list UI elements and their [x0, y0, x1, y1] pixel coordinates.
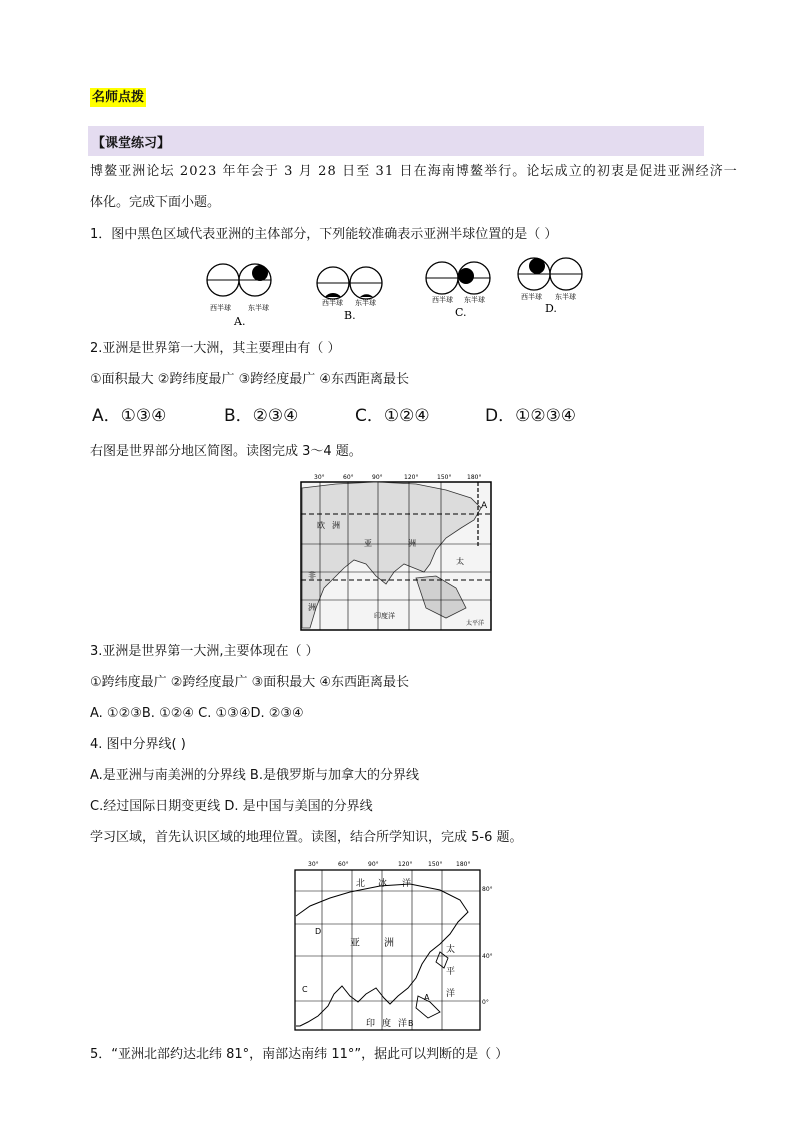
- svg-text:B: B: [408, 1019, 414, 1028]
- svg-text:180°: 180°: [456, 861, 471, 868]
- svg-text:洋: 洋: [446, 989, 456, 999]
- svg-text:D: D: [315, 927, 322, 936]
- q2-option-b: B．②③④: [224, 406, 299, 426]
- svg-text:太平洋: 太平洋: [466, 620, 485, 627]
- hemisphere-option-b: [317, 267, 382, 322]
- svg-text:洋: 洋: [398, 1019, 408, 1029]
- svg-text:150°: 150°: [428, 861, 443, 868]
- svg-text:北: 北: [356, 879, 366, 889]
- svg-text:冰: 冰: [378, 879, 388, 889]
- hemisphere-option-c: [426, 262, 490, 319]
- question-4: 4. 图中分界线( ): [90, 737, 186, 752]
- svg-text:欧: 欧: [317, 521, 325, 530]
- svg-text:洲: 洲: [308, 603, 316, 612]
- lon-label: 60°: [343, 474, 354, 481]
- west-label: 西半球: [322, 299, 343, 307]
- svg-text:度: 度: [382, 1019, 392, 1029]
- question-2: 2.亚洲是世界第一大洲，其主要理由有（ ）: [90, 341, 341, 356]
- svg-text:洲: 洲: [332, 521, 340, 530]
- intro-line-1: 博鳌亚洲论坛 2023 年年会于 3 月 28 日至 31 日在海南博鳌举行。论坛成立的初衷是促进亚洲经济一: [90, 164, 738, 179]
- lon-label: 120°: [404, 474, 419, 481]
- option-label: D.: [545, 302, 557, 315]
- east-label: 东半球: [248, 304, 269, 312]
- section-title: 【课堂练习】: [92, 136, 171, 151]
- svg-text:A: A: [424, 993, 430, 1002]
- question-3-options: A. ①②③B. ①②④ C. ①③④D. ②③④: [90, 706, 304, 721]
- svg-text:120°: 120°: [398, 861, 413, 868]
- q2-option-a: A．①③④: [92, 406, 167, 426]
- hemisphere-option-a: [207, 264, 271, 328]
- svg-text:洋: 洋: [402, 879, 412, 889]
- hemisphere-option-d: [518, 258, 582, 315]
- question-4-options-cd: C.经过国际日期变更线 D. 是中国与美国的分界线: [90, 799, 373, 814]
- intro-line-2: 体化。完成下面小题。: [90, 195, 221, 210]
- svg-text:30°: 30°: [308, 861, 319, 868]
- lon-label: 90°: [372, 474, 383, 481]
- west-label: 西半球: [210, 304, 231, 312]
- asia-location-map: [290, 856, 500, 1034]
- svg-text:太: 太: [456, 557, 464, 566]
- svg-text:洲: 洲: [408, 539, 416, 548]
- svg-text:非: 非: [308, 571, 316, 580]
- east-label: 东半球: [464, 296, 485, 304]
- question-1: 1．图中黑色区域代表亚洲的主体部分，下列能较准确表示亚洲半球位置的是（ ）: [90, 227, 558, 242]
- question-3: 3.亚洲是世界第一大洲,主要体现在（ ）: [90, 644, 319, 659]
- q2-option-c: C．①②④: [355, 406, 430, 426]
- svg-text:平: 平: [446, 967, 456, 977]
- question-4-options-ab: A.是亚洲与南美洲的分界线 B.是俄罗斯与加拿大的分界线: [90, 768, 419, 783]
- east-label: 东半球: [555, 293, 576, 301]
- section-band: [88, 126, 704, 156]
- svg-text:A: A: [481, 501, 488, 511]
- question-3-items: ①跨纬度最广 ②跨经度最广 ③面积最大 ④东西距离最长: [90, 675, 410, 690]
- svg-text:C: C: [302, 985, 308, 994]
- svg-text:80°: 80°: [482, 886, 493, 893]
- svg-text:印: 印: [366, 1019, 376, 1029]
- west-label: 西半球: [432, 296, 453, 304]
- lon-label: 180°: [467, 474, 482, 481]
- svg-text:亚: 亚: [364, 539, 372, 548]
- map2-intro: 学习区域，首先认识区域的地理位置。读图，结合所学知识，完成 5-6 题。: [90, 830, 523, 845]
- lon-label: 30°: [314, 474, 325, 481]
- option-label: A.: [234, 315, 246, 328]
- svg-text:60°: 60°: [338, 861, 349, 868]
- section-badge: 名师点拨: [92, 90, 145, 105]
- question-2-items: ①面积最大 ②跨纬度最广 ③跨经度最广 ④东西距离最长: [90, 372, 410, 387]
- option-label: B.: [344, 309, 356, 322]
- question-5: 5．“亚洲北部约达北纬 81°，南部达南纬 11°”，据此可以判断的是（ ）: [90, 1047, 509, 1062]
- lon-label: 150°: [437, 474, 452, 481]
- svg-text:洲: 洲: [384, 938, 394, 949]
- svg-text:印度洋: 印度洋: [374, 612, 395, 620]
- svg-text:亚: 亚: [350, 938, 360, 949]
- q2-option-d: D．①②③④: [485, 406, 577, 426]
- svg-text:90°: 90°: [368, 861, 379, 868]
- map1-intro: 右图是世界部分地区简图。读图完成 3～4 题。: [90, 444, 362, 459]
- svg-text:太: 太: [446, 945, 456, 955]
- west-label: 西半球: [521, 293, 542, 301]
- option-label: C.: [455, 306, 467, 319]
- svg-text:40°: 40°: [482, 953, 493, 960]
- world-region-map-1: [296, 468, 496, 634]
- svg-text:0°: 0°: [482, 999, 489, 1006]
- hemisphere-options-figure: [200, 254, 590, 332]
- east-label: 东半球: [355, 299, 376, 307]
